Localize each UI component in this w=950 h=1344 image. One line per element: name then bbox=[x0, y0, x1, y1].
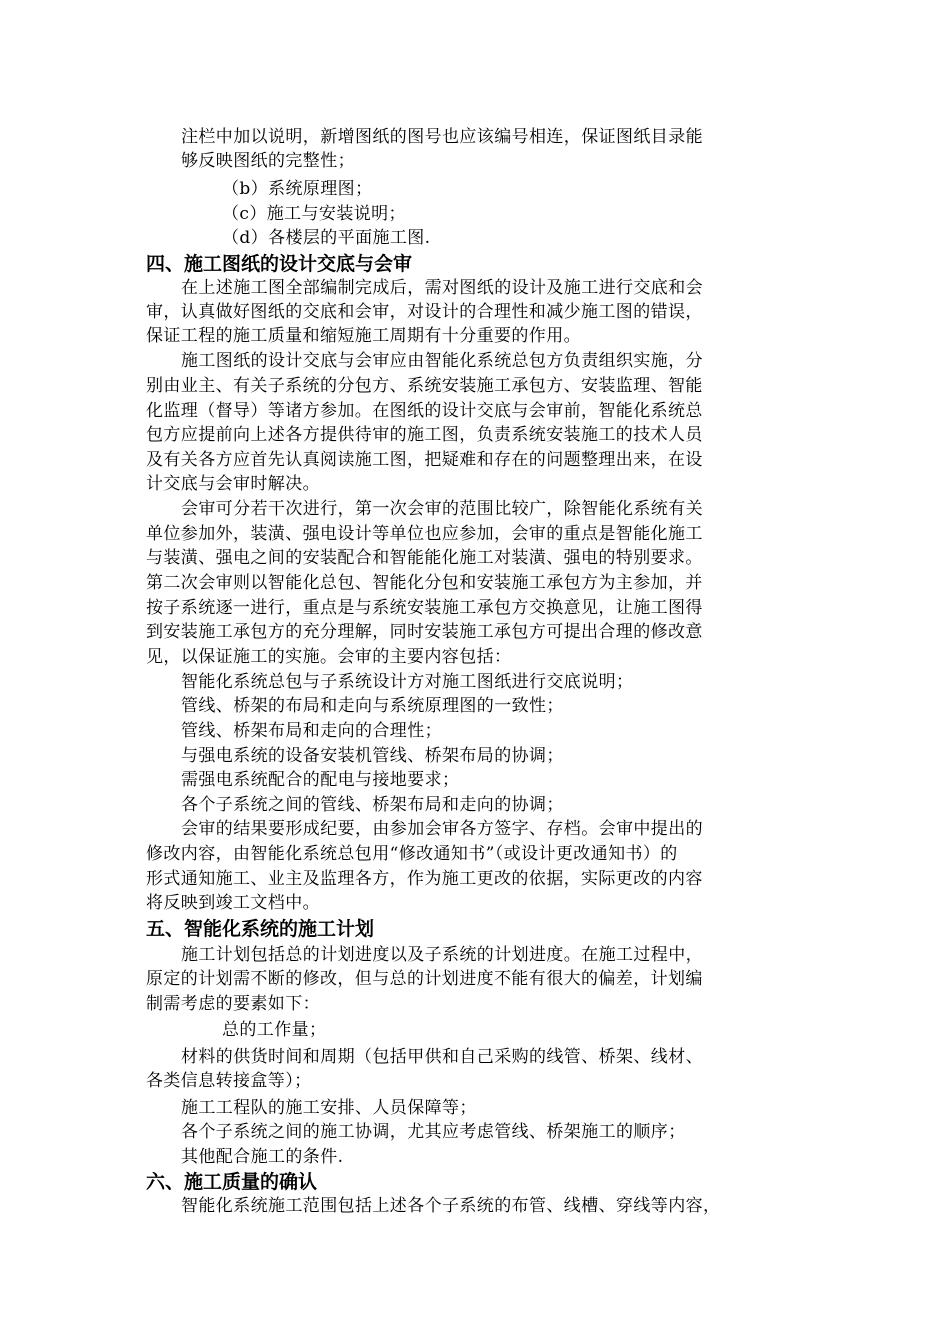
paragraph-line: 施工图纸的设计交底与会审应由智能化系统总包方负责组织实施，分 bbox=[181, 351, 703, 371]
paragraph-line: 会审可分若干次进行，第一次会审的范围比较广，除智能化系统有关 bbox=[181, 499, 703, 519]
list-item: 需强电系统配合的配电与接地要求； bbox=[181, 770, 460, 790]
list-item: 管线、桥架的布局和走向与系统原理图的一致性； bbox=[181, 696, 564, 716]
paragraph-line: 别由业主、有关子系统的分包方、系统安装施工承包方、安装监理、智能 bbox=[146, 376, 703, 396]
paragraph-line: 见，以保证施工的实施。会审的主要内容包括： bbox=[146, 647, 512, 667]
list-item: 其他配合施工的条件. bbox=[181, 1147, 344, 1167]
list-item: 各个子系统之间的管线、桥架布局和走向的协调； bbox=[181, 795, 564, 815]
paragraph-line: 计交底与会审时解决。 bbox=[146, 474, 320, 494]
paragraph-line: 在上述施工图全部编制完成后，需对图纸的设计及施工进行交底和会 bbox=[181, 278, 703, 298]
list-item: （b）系统原理图； bbox=[222, 179, 373, 199]
list-item: 总的工作量； bbox=[222, 1020, 327, 1040]
section-heading-6: 六、施工质量的确认 bbox=[146, 1171, 318, 1193]
paragraph-line: 化监理（督导）等诸方参加。在图纸的设计交底与会审前，智能化系统总 bbox=[146, 401, 703, 421]
paragraph-line: 各类信息转接盒等）； bbox=[146, 1071, 312, 1091]
paragraph-line: 会审的结果要形成纪要，由参加会审各方签字、存档。会审中提出的 bbox=[181, 819, 703, 839]
paragraph-line: 审，认真做好图纸的交底和会审，对设计的合理性和减少施工图的错误， bbox=[146, 302, 703, 322]
paragraph-line: 制需考虑的要素如下： bbox=[146, 994, 320, 1014]
list-item: 智能化系统总包与子系统设计方对施工图纸进行交底说明； bbox=[181, 672, 634, 692]
paragraph-line: 施工计划包括总的计划进度以及子系统的计划进度。在施工过程中， bbox=[181, 945, 703, 965]
section-heading-4: 四、施工图纸的设计交底与会审 bbox=[146, 253, 413, 275]
paragraph-line: 原定的计划需不断的修改，但与总的计划进度不能有很大的偏差，计划编 bbox=[146, 969, 703, 989]
list-item: （d）各楼层的平面施工图. bbox=[222, 228, 431, 248]
paragraph-line: 保证工程的施工质量和缩短施工周期有十分重要的作用。 bbox=[146, 326, 581, 346]
list-item: 与强电系统的设备安装机管线、桥架布局的协调； bbox=[181, 746, 564, 766]
list-item: 施工工程队的施工安排、人员保障等； bbox=[181, 1098, 477, 1118]
paragraph-line: 包方应提前向上述各方提供待审的施工图，负责系统安装施工的技术人员 bbox=[146, 425, 703, 445]
paragraph-line: 智能化系统施工范围包括上述各个子系统的布管、线槽、穿线等内容， bbox=[181, 1196, 721, 1216]
paragraph-line: 单位参加外，装潢、强电设计等单位也应参加，会审的重点是智能化施工 bbox=[146, 524, 703, 544]
section-heading-5: 五、智能化系统的施工计划 bbox=[146, 918, 375, 940]
paragraph-line: 第二次会审则以智能化总包、智能化分包和安装施工承包方为主参加，并 bbox=[146, 573, 703, 593]
paragraph-line: 形式通知施工、业主及监理各方，作为施工更改的依据，实际更改的内容 bbox=[146, 869, 703, 889]
paragraph-line: 将反映到竣工文档中。 bbox=[146, 893, 320, 913]
paragraph-line: 修改内容，由智能化系统总包用“修改通知书”（或设计更改通知书）的 bbox=[146, 844, 678, 864]
paragraph-line: 到安装施工承包方的充分理解，同时安装施工承包方可提出合理的修改意 bbox=[146, 622, 703, 642]
list-item: 各个子系统之间的施工协调，尤其应考虑管线、桥架施工的顺序； bbox=[181, 1122, 686, 1142]
list-item: 管线、桥架布局和走向的合理性； bbox=[181, 721, 442, 741]
paragraph-line: 按子系统逐一进行，重点是与系统安装施工承包方交换意见，让施工图得 bbox=[146, 598, 703, 618]
list-item: 材料的供货时间和周期（包括甲供和自己采购的线管、桥架、线材、 bbox=[181, 1047, 703, 1067]
paragraph-line: 够反映图纸的完整性； bbox=[181, 151, 355, 171]
paragraph-line: 与装潢、强电之间的安装配合和智能能化施工对装潢、强电的特别要求。 bbox=[146, 548, 703, 568]
list-item: （c）施工与安装说明； bbox=[222, 204, 406, 224]
paragraph-line: 及有关各方应首先认真阅读施工图，把疑难和存在的问题整理出来，在设 bbox=[146, 450, 703, 470]
paragraph-line: 注栏中加以说明，新增图纸的图号也应该编号相连，保证图纸目录能 bbox=[181, 127, 703, 147]
